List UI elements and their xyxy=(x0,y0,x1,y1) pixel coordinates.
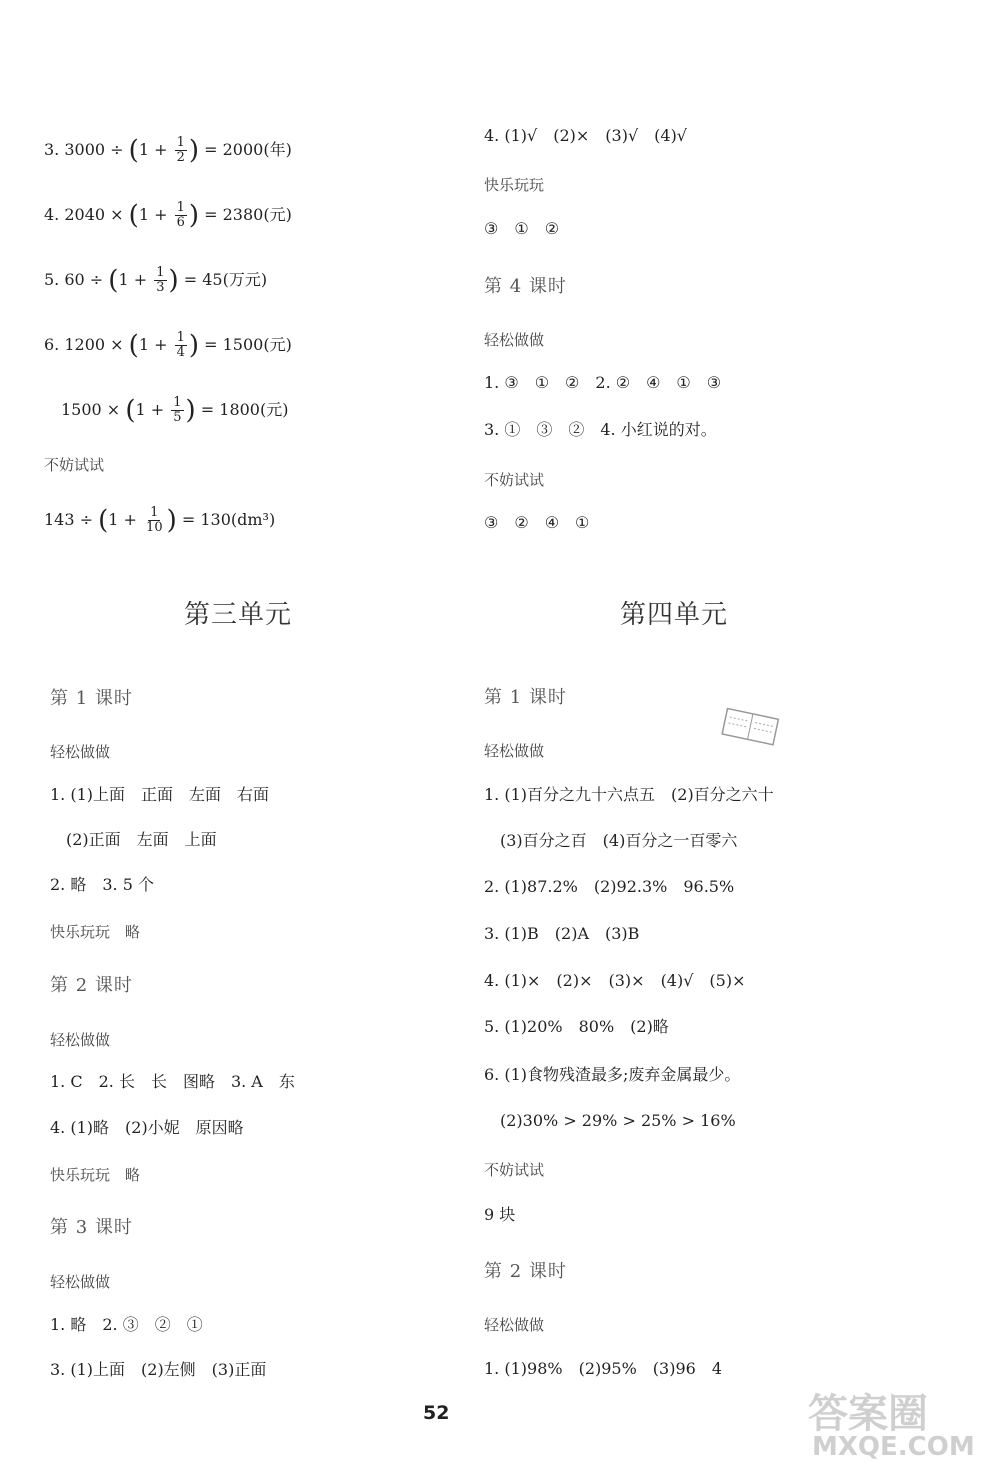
eq-one: 1 + xyxy=(135,400,165,419)
answer-line: 5. (1)20% 80% (2)略 xyxy=(484,1017,669,1036)
eq-prefix: 5. 60 ÷ xyxy=(44,270,104,289)
answer-line: (2)正面 左面 上面 xyxy=(66,830,217,849)
eq-result: = 2380(元) xyxy=(204,205,292,224)
section-label: 轻松做做 xyxy=(484,742,545,760)
eq-prefix: 1500 × xyxy=(61,400,121,419)
section-label: 快乐玩玩 略 xyxy=(50,923,141,941)
unit-title: 第四单元 xyxy=(620,600,729,630)
eq-one: 1 + xyxy=(138,335,168,354)
unit-title: 第三单元 xyxy=(184,600,293,630)
lesson-title: 第 2 课时 xyxy=(50,975,133,996)
eq-result: = 1800(元) xyxy=(200,400,289,419)
answer-line: 9 块 xyxy=(484,1205,516,1224)
answer-line: (2)30% > 29% > 25% > 16% xyxy=(500,1111,736,1130)
section-label: 轻松做做 xyxy=(484,331,545,349)
answer-line: 1. C 2. 长 长 图略 3. A 东 xyxy=(50,1072,295,1091)
lesson-title: 第 3 课时 xyxy=(50,1217,133,1238)
section-label: 轻松做做 xyxy=(484,1316,545,1334)
answer-line: 2. (1)87.2% (2)92.3% 96.5% xyxy=(484,877,735,896)
section-label: 不妨试试 xyxy=(484,471,545,489)
answer-line: 3. ① ③ ② 4. 小红说的对。 xyxy=(484,420,717,439)
fraction: $\frac{1}{3}$ xyxy=(156,265,165,295)
page-number: 52 xyxy=(423,1402,450,1424)
watermark-url: MXQE.COM xyxy=(812,1432,975,1462)
section-label: 不妨试试 xyxy=(484,1161,545,1179)
answer-line: 1. (1)百分之九十六点五 (2)百分之六十 xyxy=(484,785,774,804)
answer-line: 6. (1)食物残渣最多;废弃金属最少。 xyxy=(484,1065,741,1084)
answer-line: ③ ① ② xyxy=(484,219,560,238)
eq-result: = 2000(年) xyxy=(204,140,292,159)
section-label: 轻松做做 xyxy=(50,1031,111,1049)
eq-one: 1 + xyxy=(138,140,168,159)
eq-prefix: 6. 1200 × xyxy=(44,335,124,354)
eq-one: 1 + xyxy=(138,205,168,224)
answer-line: 3. (1)上面 (2)左侧 (3)正面 xyxy=(50,1360,267,1379)
answer-line: 4. (1)× (2)× (3)× (4)√ (5)× xyxy=(484,971,746,990)
section-label: 轻松做做 xyxy=(50,743,111,761)
answer-line: (3)百分之百 (4)百分之一百零六 xyxy=(500,831,738,850)
section-label: 快乐玩玩 略 xyxy=(50,1166,141,1184)
answer-line: 1. (1)上面 正面 左面 右面 xyxy=(50,785,270,804)
fraction: $\frac{1}{5}$ xyxy=(173,395,182,425)
eq-result: = 45(万元) xyxy=(183,270,268,289)
answer-line: 3. 3000 ÷ (1 + $\frac{1}{2}$ ) = 2000(年) xyxy=(44,135,292,166)
section-label: 不妨试试 xyxy=(44,456,105,474)
lesson-title: 第 1 课时 xyxy=(50,688,133,709)
answer-line: 5. 60 ÷ (1 + $\frac{1}{3}$ ) = 45(万元) xyxy=(44,265,268,296)
answer-line: 3. (1)B (2)A (3)B xyxy=(484,924,640,943)
fraction: $\frac{1}{10}$ xyxy=(146,505,163,535)
answer-line: 1. 略 2. ③ ② ① xyxy=(50,1315,203,1334)
book-sketch-icon xyxy=(717,702,788,754)
fraction: $\frac{1}{6}$ xyxy=(176,200,185,230)
answer-line: 2. 略 3. 5 个 xyxy=(50,875,154,894)
lesson-title: 第 2 课时 xyxy=(484,1261,567,1282)
answer-line: 6. 1200 × (1 + $\frac{1}{4}$ ) = 1500(元) xyxy=(44,330,292,361)
eq-result: = 130(dm³) xyxy=(181,510,276,529)
answer-line: 1. ③ ① ② 2. ② ④ ① ③ xyxy=(484,373,722,392)
lesson-title: 第 4 课时 xyxy=(484,276,567,297)
section-label: 快乐玩玩 xyxy=(484,176,545,194)
watermark-logo: 答案圈 xyxy=(808,1391,928,1437)
eq-one: 1 + xyxy=(118,270,148,289)
section-label: 轻松做做 xyxy=(50,1273,111,1291)
eq-prefix: 4. 2040 × xyxy=(44,205,124,224)
eq-one: 1 + xyxy=(108,510,137,529)
fraction: $\frac{1}{2}$ xyxy=(176,135,185,165)
answer-line: ③ ② ④ ① xyxy=(484,513,590,532)
answer-line: 4. (1)√ (2)× (3)√ (4)√ xyxy=(484,126,688,145)
fraction: $\frac{1}{4}$ xyxy=(176,330,185,360)
lesson-title: 第 1 课时 xyxy=(484,687,567,708)
answer-line: 4. (1)略 (2)小妮 原因略 xyxy=(50,1118,244,1137)
answer-line: 143 ÷ (1 + $\frac{1}{10}$ ) = 130(dm³) xyxy=(44,505,276,536)
eq-prefix: 3. 3000 ÷ xyxy=(44,140,124,159)
answer-line: 1500 × (1 + $\frac{1}{5}$ ) = 1800(元) xyxy=(61,395,289,426)
eq-result: = 1500(元) xyxy=(204,335,292,354)
answer-line: 4. 2040 × (1 + $\frac{1}{6}$ ) = 2380(元) xyxy=(44,200,292,231)
eq-prefix: 143 ÷ xyxy=(44,510,94,529)
answer-line: 1. (1)98% (2)95% (3)96 4 xyxy=(484,1359,723,1378)
